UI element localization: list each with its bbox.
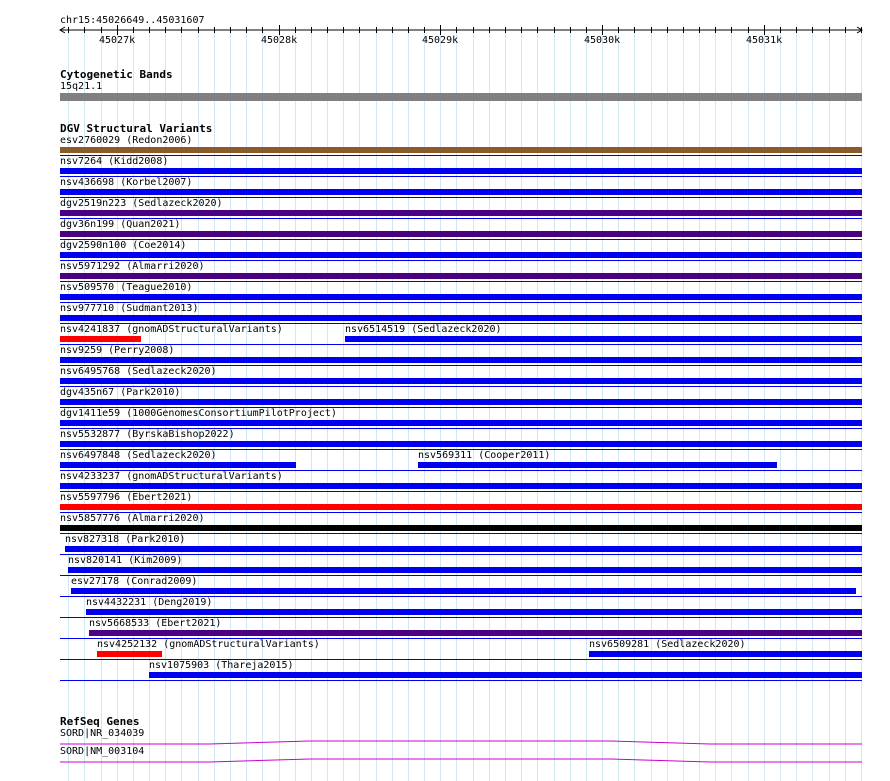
variant-bar[interactable] <box>60 336 141 342</box>
cytoband-track-title: Cytogenetic Bands <box>60 68 173 81</box>
variant-label: nsv6509281 (Sedlazeck2020) <box>589 639 746 650</box>
variant-bar[interactable] <box>60 294 862 300</box>
variant-label: dgv1411e59 (1000GenomesConsortiumPilotProject) <box>60 408 337 419</box>
row-separator <box>60 680 862 681</box>
variant-label: esv27178 (Conrad2009) <box>71 576 198 587</box>
gene-intron-path <box>60 759 862 762</box>
cytoband-label: 15q21.1 <box>60 81 103 92</box>
variant-label: esv2760029 (Redon2006) <box>60 135 193 146</box>
gene-label: SORD|NM_003104 <box>60 746 145 757</box>
variant-label: nsv436698 (Korbel2007) <box>60 177 193 188</box>
ruler-tick-label: 45028k <box>261 35 298 46</box>
variant-bar[interactable] <box>60 210 862 216</box>
variant-label: nsv827318 (Park2010) <box>65 534 186 545</box>
variant-bar[interactable] <box>60 357 862 363</box>
variant-bar[interactable] <box>60 147 862 153</box>
variant-label: nsv1075903 (Thareja2015) <box>149 660 294 671</box>
variant-bar[interactable] <box>97 651 162 657</box>
gene-label: SORD|NR_034039 <box>60 728 145 739</box>
variant-bar[interactable] <box>149 672 862 678</box>
variant-bar[interactable] <box>60 231 862 237</box>
variant-bar[interactable] <box>60 441 862 447</box>
variant-label: nsv6497848 (Sedlazeck2020) <box>60 450 217 461</box>
variant-bar[interactable] <box>60 504 862 510</box>
variant-bar[interactable] <box>60 315 862 321</box>
variant-bar[interactable] <box>60 252 862 258</box>
variant-label: nsv4233237 (gnomADStructuralVariants) <box>60 471 283 482</box>
variant-label: nsv5971292 (Almarri2020) <box>60 261 205 272</box>
variant-bar[interactable] <box>68 567 862 573</box>
ruler-tick-label: 45031k <box>746 35 783 46</box>
variant-label: nsv569311 (Cooper2011) <box>418 450 551 461</box>
variant-label: nsv6514519 (Sedlazeck2020) <box>345 324 502 335</box>
gene-intron-line[interactable] <box>60 738 862 746</box>
variant-bar[interactable] <box>60 483 862 489</box>
variant-label: nsv4241837 (gnomADStructuralVariants) <box>60 324 283 335</box>
variant-label: dgv2519n223 (Sedlazeck2020) <box>60 198 223 209</box>
variant-label: dgv2590n100 (Coe2014) <box>60 240 187 251</box>
variant-bar[interactable] <box>60 462 296 468</box>
ruler-tick-label: 45029k <box>422 35 459 46</box>
variant-bar[interactable] <box>60 420 862 426</box>
ruler-tick-label: 45030k <box>584 35 621 46</box>
variant-label: nsv977710 (Sudmant2013) <box>60 303 199 314</box>
row-separator <box>60 155 862 156</box>
cytoband-bar[interactable] <box>60 93 862 101</box>
variant-label: nsv5597796 (Ebert2021) <box>60 492 193 503</box>
variant-label: dgv435n67 (Park2010) <box>60 387 181 398</box>
refseq-track-title: RefSeq Genes <box>60 715 140 728</box>
variant-label: nsv4252132 (gnomADStructuralVariants) <box>97 639 320 650</box>
row-separator <box>60 344 862 345</box>
variant-bar[interactable] <box>86 609 862 615</box>
variant-label: nsv5532877 (ByrskaBishop2022) <box>60 429 235 440</box>
variant-bar[interactable] <box>71 588 856 594</box>
ruler-tick-label: 45027k <box>99 35 136 46</box>
variant-bar[interactable] <box>60 525 862 531</box>
variant-bar[interactable] <box>60 399 862 405</box>
location-label: chr15:45026649..45031607 <box>60 15 205 26</box>
variant-bar[interactable] <box>60 168 862 174</box>
dgv-track-title: DGV Structural Variants <box>60 122 213 135</box>
variant-label: nsv5668533 (Ebert2021) <box>89 618 222 629</box>
variant-bar[interactable] <box>345 336 862 342</box>
variant-bar[interactable] <box>589 651 862 657</box>
variant-label: nsv9259 (Perry2008) <box>60 345 175 356</box>
variant-bar[interactable] <box>60 378 862 384</box>
variant-label: nsv7264 (Kidd2008) <box>60 156 169 167</box>
variant-label: nsv509570 (Teague2010) <box>60 282 193 293</box>
variant-bar[interactable] <box>65 546 862 552</box>
variant-bar[interactable] <box>60 273 862 279</box>
gene-intron-path <box>60 741 862 744</box>
variant-label: nsv820141 (Kim2009) <box>68 555 183 566</box>
variant-label: nsv5857776 (Almarri2020) <box>60 513 205 524</box>
variant-label: nsv4432231 (Deng2019) <box>86 597 213 608</box>
variant-bar[interactable] <box>89 630 862 636</box>
variant-bar[interactable] <box>60 189 862 195</box>
variant-label: nsv6495768 (Sedlazeck2020) <box>60 366 217 377</box>
variant-bar[interactable] <box>418 462 777 468</box>
gene-intron-line[interactable] <box>60 756 862 764</box>
variant-label: dgv36n199 (Quan2021) <box>60 219 181 230</box>
